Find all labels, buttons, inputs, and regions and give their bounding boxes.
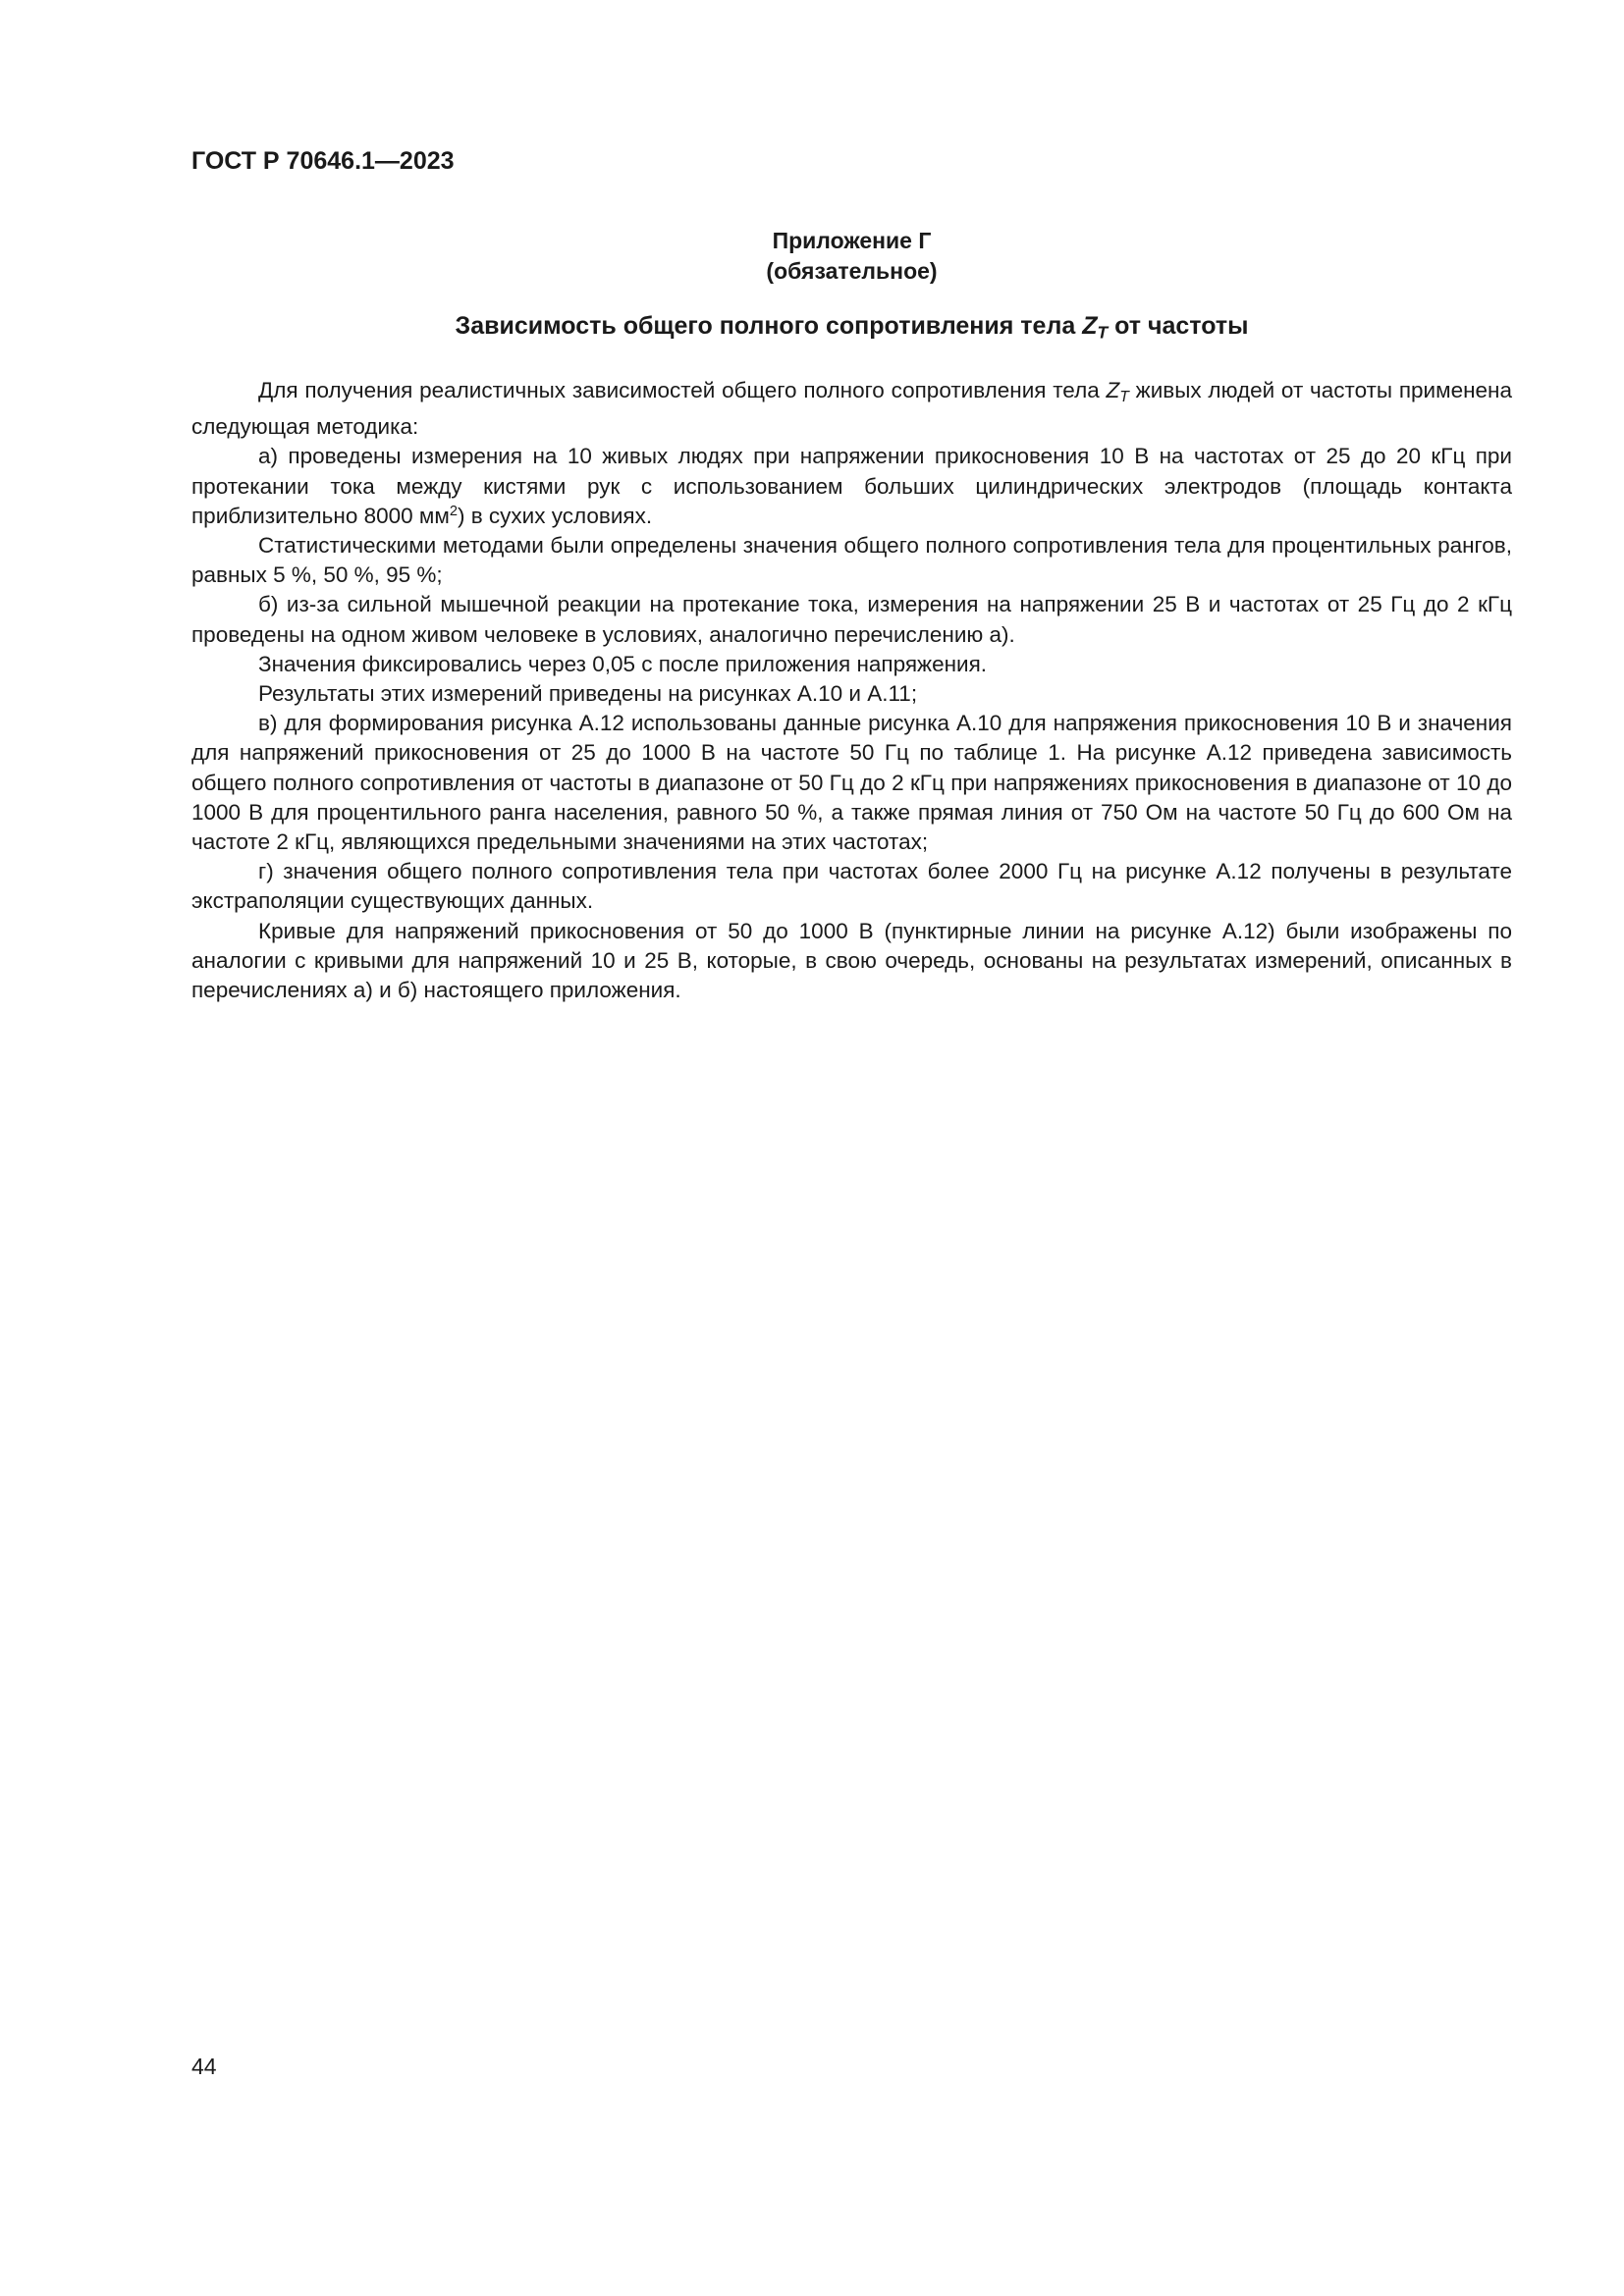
title-symbol: Z — [1082, 312, 1098, 340]
paragraph-curves: Кривые для напряжений прикосновения от 50 до 1000 В (пунктирные линии на рисунке А.12) были изображены по аналогии с кривыми для напряжений 10 и 25 В, которые, в свою очередь, основаны на результатах измерений, описанных в перечислениях а) и б) настоящего приложения. — [191, 918, 1512, 1002]
title-text-post: от частоты — [1108, 312, 1249, 340]
title-text-pre: Зависимость общего полного сопротивления тела — [455, 312, 1083, 340]
appendix-heading — [191, 226, 1512, 287]
appendix-title — [191, 312, 1512, 343]
paragraph-item-a-post: ) в сухих условиях. — [457, 503, 653, 528]
paragraph-intro-post: живых людей от частоты применена следующая методика: — [191, 378, 1512, 440]
paragraph-item-g: г) значения общего полного сопротивления тела при частотах более 2000 Гц на рисунке А.12 получены в результате экстраполяции существующих данных. — [191, 859, 1512, 914]
paragraph-results: Результаты этих измерений приведены на рисунках А.10 и А.11; — [258, 680, 918, 706]
paragraph-item-b: б) из-за сильной мышечной реакции на протекание тока, измерения на напряжении 25 В и частотах от 25 Гц до 2 кГц проведены на одном живом человеке в условиях, аналогично перечислению а). — [191, 592, 1512, 647]
appendix-status: (обязательное) — [766, 258, 938, 284]
paragraph-item-v: в) для формирования рисунка А.12 использованы данные рисунка А.10 для напряжения прикосновения 10 В и значения для напряжений прикосновения от 25 до 1000 В на частоте 50 Гц по таблице 1. На рисунке А.12 приведена зависимость общего полного сопротивления от частоты в диапазоне от 50 Гц до 2 кГц при напряжениях прикосновения в диапазоне от 10 до 1000 В для процентильного ранга населения, равного 50 %, а также прямая линия от 750 Ом на частоте 50 Гц до 600 Ом на частоте 2 кГц, являющихся предельными значениями на этих частотах; — [191, 711, 1512, 854]
body-text — [191, 376, 1512, 1005]
impedance-symbol-subscript: T — [1119, 388, 1129, 405]
title-symbol-subscript: T — [1097, 322, 1109, 343]
page-number: 44 — [191, 2054, 217, 2079]
paragraph-item-a-pre: а) проведены измерения на 10 живых людях при напряжении прикосновения 10 В на частотах от 25 до 20 кГц при протекании тока между кистями рук с использованием больших цилиндрических электродов (площадь контакта приблизительно 8000 мм — [191, 444, 1512, 528]
paragraph-item-a — [191, 442, 1512, 531]
impedance-symbol: Z — [1106, 378, 1120, 402]
paragraph-intro-pre: Для получения реалистичных зависимостей общего полного сопротивления тела — [258, 378, 1107, 402]
appendix-label: Приложение Г — [772, 228, 932, 253]
paragraph-intro — [191, 376, 1512, 442]
standard-code: ГОСТ Р 70646.1—2023 — [191, 147, 455, 175]
paragraph-statistics: Статистическими методами были определены значения общего полного сопротивления тела для процентильных рангов, равных 5 %, 50 %, 95 %; — [191, 532, 1512, 588]
paragraph-timing: Значения фиксировались через 0,05 с после приложения напряжения. — [258, 651, 988, 676]
area-unit-superscript: 2 — [449, 503, 458, 519]
